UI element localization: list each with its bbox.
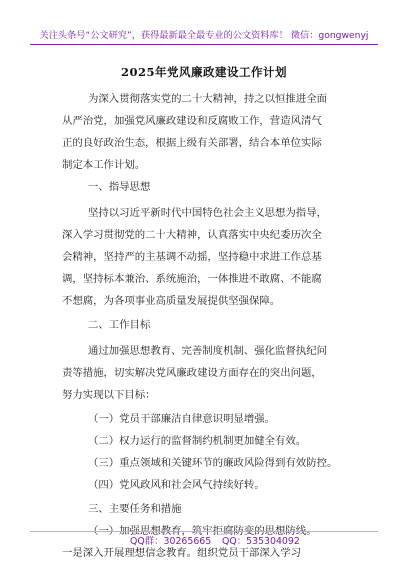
section-heading: 二、工作目标 (88, 319, 151, 331)
goal-item: （四）党风政风和社会风气持续好转。 (88, 479, 265, 491)
section-heading: 一、指导思想 (88, 181, 151, 193)
body-line: 责等措施，切实解决党风廉政建设方面存在的突出问题， (62, 367, 322, 379)
body-line: 一是深入开展理想信念教育。组织党员干部深入学习 (62, 547, 301, 559)
header-promo-text: 关注头条号“公文研究”，获得最新最全最专业的公文资料库！ 微信：gongwenyj (39, 30, 369, 41)
header-divider (30, 44, 378, 45)
document-title: 2025年党风廉政建设工作计划 (120, 65, 287, 79)
footer-qq-group: QQ群：30265665 (130, 536, 212, 547)
body-line: 为深入贯彻落实党的二十大精神，持之以恒推进全面 (88, 93, 327, 105)
body-line: 调，坚持标本兼治、系统施治，一体推进不敢腐、不能腐 (62, 273, 322, 285)
page-header (0, 0, 408, 46)
body-line: 努力实现以下目标： (62, 389, 156, 401)
section-heading: 三、主要任务和措施 (88, 503, 182, 515)
body-line: 坚持以习近平新时代中国特色社会主义思想为指导， (88, 207, 327, 219)
body-line: 通过加强思想教育、完善制度机制、强化监督执纪问 (88, 345, 327, 357)
body-line: 从严治党，加强党风廉政建设和反腐败工作，营造风清气 (62, 115, 322, 127)
goal-item: （三）重点领域和关键环节的廉政风险得到有效防控。 (88, 457, 338, 469)
body-line: 正的良好政治生态，根据上级有关部署，结合本单位实际 (62, 137, 322, 149)
body-line: 会精神，坚持严的主基调不动摇，坚持稳中求进工作总基 (62, 251, 322, 263)
body-line: 不想腐，为各项事业高质量发展提供坚强保障。 (62, 295, 281, 307)
goal-item: （二）权力运行的监督制约机制更加健全有效。 (88, 435, 307, 447)
footer-qq-contact: QQ：535304092 (222, 536, 300, 547)
subsection-heading: （一）加强思想教育，筑牢拒腐防变的思想防线。 (88, 525, 317, 537)
body-line: 深入学习贯彻党的二十大精神，认真落实中央纪委历次全 (62, 229, 322, 241)
footer-divider (30, 531, 378, 532)
body-line: 制定本工作计划。 (62, 159, 146, 171)
goal-item: （一）党员干部廉洁自律意识明显增强。 (88, 413, 276, 425)
